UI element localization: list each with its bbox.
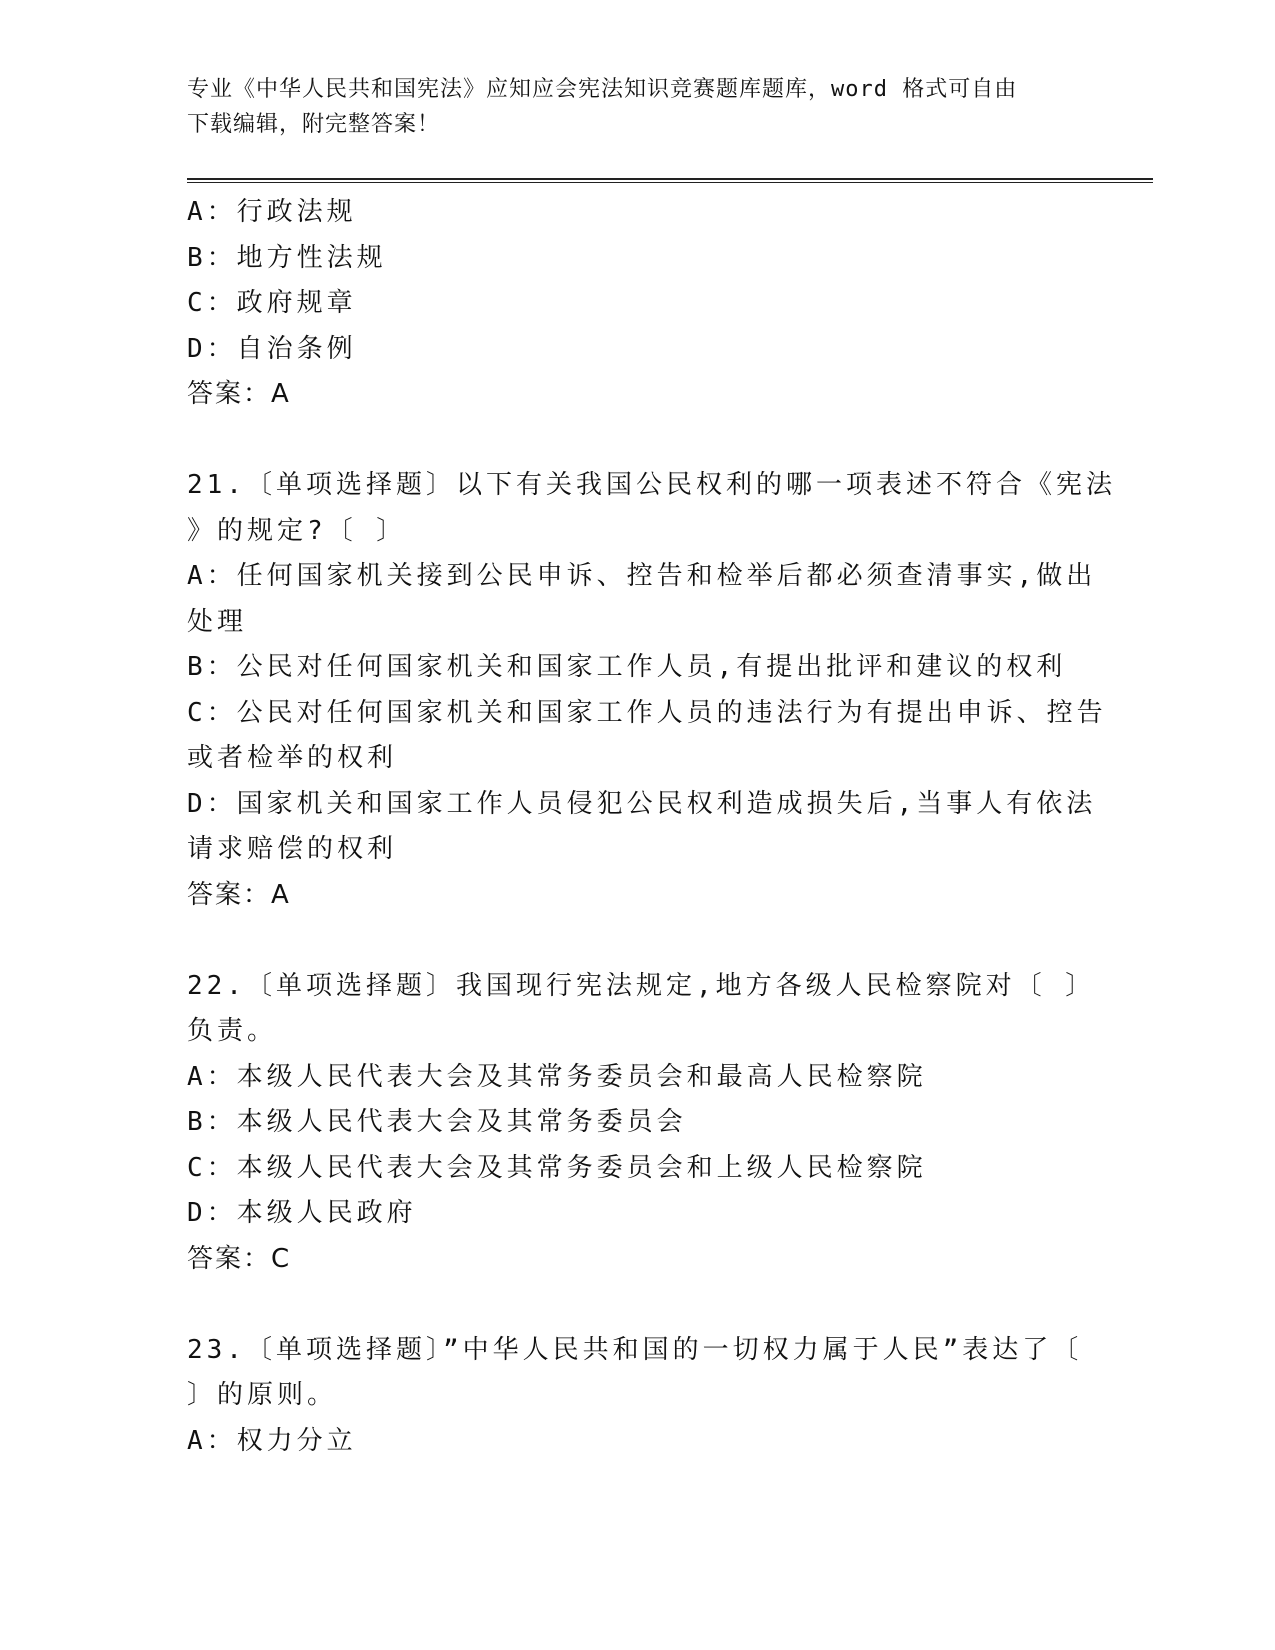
document-header <box>187 72 1067 142</box>
question-stem-continued: 负责。 <box>187 1016 278 1046</box>
option-b: B：公民对任何国家机关和国家工作人员,有提出批评和建议的权利 <box>187 652 1067 682</box>
answer-line: 答案：C <box>187 1243 292 1274</box>
option-d: D：本级人民政府 <box>187 1198 417 1228</box>
option-c: C：公民对任何国家机关和国家工作人员的违法行为有提出申诉、控告 <box>187 697 1107 728</box>
question-block-21 <box>187 463 1116 918</box>
answer-line: 答案：A <box>187 879 291 910</box>
option-d: D：自治条例 <box>187 333 357 364</box>
question-block-22 <box>187 964 1096 1283</box>
document-page <box>187 0 1157 1650</box>
header-line-2: 下载编辑，附完整答案！ <box>187 112 441 137</box>
option-a: A：任何国家机关接到公民申诉、控告和检举后都必须查清事实,做出 <box>187 561 1097 591</box>
option-a: A：本级人民代表大会及其常务委员会和最高人民检察院 <box>187 1061 927 1092</box>
option-a-continued: 处理 <box>187 606 248 637</box>
header-line-1: 专业《中华人民共和国宪法》应知应会宪法知识竞赛题库题库，word 格式可自由 <box>187 77 1018 102</box>
option-c: C：本级人民代表大会及其常务委员会和上级人民检察院 <box>187 1152 927 1183</box>
question-stem-continued: 》的规定?〔 〕 <box>187 515 407 546</box>
option-c-continued: 或者检举的权利 <box>187 743 398 773</box>
option-d-continued: 请求赔偿的权利 <box>187 834 398 864</box>
question-list <box>187 190 1116 1464</box>
question-stem: 23.〔单项选择题〕”中华人民共和国的一切权力属于人民”表达了〔 <box>187 1334 1083 1365</box>
option-c: C：政府规章 <box>187 288 357 318</box>
question-stem-continued: 〕的原则。 <box>187 1380 338 1410</box>
option-a: A：行政法规 <box>187 197 357 227</box>
option-a: A：权力分立 <box>187 1425 357 1456</box>
option-d: D：国家机关和国家工作人员侵犯公民权利造成损失后,当事人有依法 <box>187 788 1097 819</box>
option-b: B：地方性法规 <box>187 242 387 273</box>
answer-line: 答案：A <box>187 379 291 409</box>
question-stem: 21.〔单项选择题〕以下有关我国公民权利的哪一项表述不符合《宪法 <box>187 470 1116 500</box>
question-block-23 <box>187 1328 1083 1465</box>
spacer <box>187 918 1067 964</box>
question-block-prev <box>187 190 1067 418</box>
spacer <box>187 418 1067 464</box>
header-divider <box>187 178 1153 183</box>
option-b: B：本级人民代表大会及其常务委员会 <box>187 1107 687 1137</box>
question-stem: 22.〔单项选择题〕我国现行宪法规定,地方各级人民检察院对〔 〕 <box>187 970 1096 1001</box>
spacer <box>187 1282 1067 1328</box>
